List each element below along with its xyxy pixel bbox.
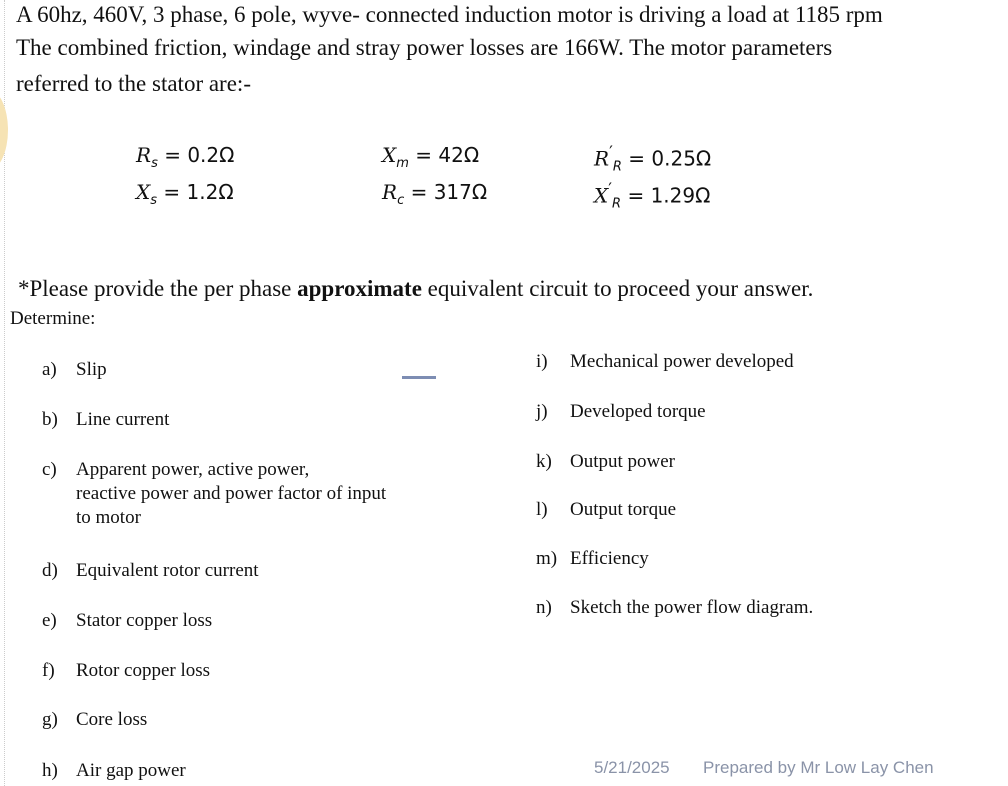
note: *Please provide the per phase approximate equivalent circuit to proceed your answer. [18,276,814,301]
item-c: c) Apparent power, active power, reactive power and power factor of input to motor [42,459,387,528]
param-rs: $R_s = 0.2\Omega$ [136,143,235,171]
param-xr: $X'_R = 1.29\Omega$ [594,180,711,212]
determine-label: Determine: [10,308,96,329]
footer-author: Prepared by Mr Low Lay Chen [703,758,934,777]
item-f: f) Rotor copper loss [42,660,211,681]
item-l: l) Output torque [536,499,677,520]
item-k: k) Output power [536,451,676,472]
param-rr: $R'_R = 0.25\Omega$ [594,143,712,175]
item-h: h) Air gap power [42,760,186,781]
item-i: i) Mechanical power developed [536,351,794,372]
problem-line-2: The combined friction, windage and stray power losses are 166W. The motor parameters [16,35,833,60]
problem-line-1: A 60hz, 460V, 3 phase, 6 pole, wyve- connected induction motor is driving a load at 1185 rpm [16,2,883,27]
item-m: m) Efficiency [536,548,649,569]
item-b: b) Line current [42,409,170,430]
item-n: n) Sketch the power flow diagram. [536,597,814,618]
item-d: d) Equivalent rotor current [42,560,259,581]
item-a: a) Slip [42,359,107,380]
equal-mark [402,376,436,379]
item-e: e) Stator copper loss [42,610,213,631]
item-g: g) Core loss [42,709,148,730]
item-j: j) Developed torque [536,401,706,422]
param-xm: $X_m = 42\Omega$ [382,143,480,171]
param-rc: $R_c = 317\Omega$ [382,180,488,208]
param-xs: $X_s = 1.2\Omega$ [136,180,234,208]
problem-line-3: referred to the stator are:- [16,71,251,96]
footer-date: 5/21/2025 [594,758,670,777]
